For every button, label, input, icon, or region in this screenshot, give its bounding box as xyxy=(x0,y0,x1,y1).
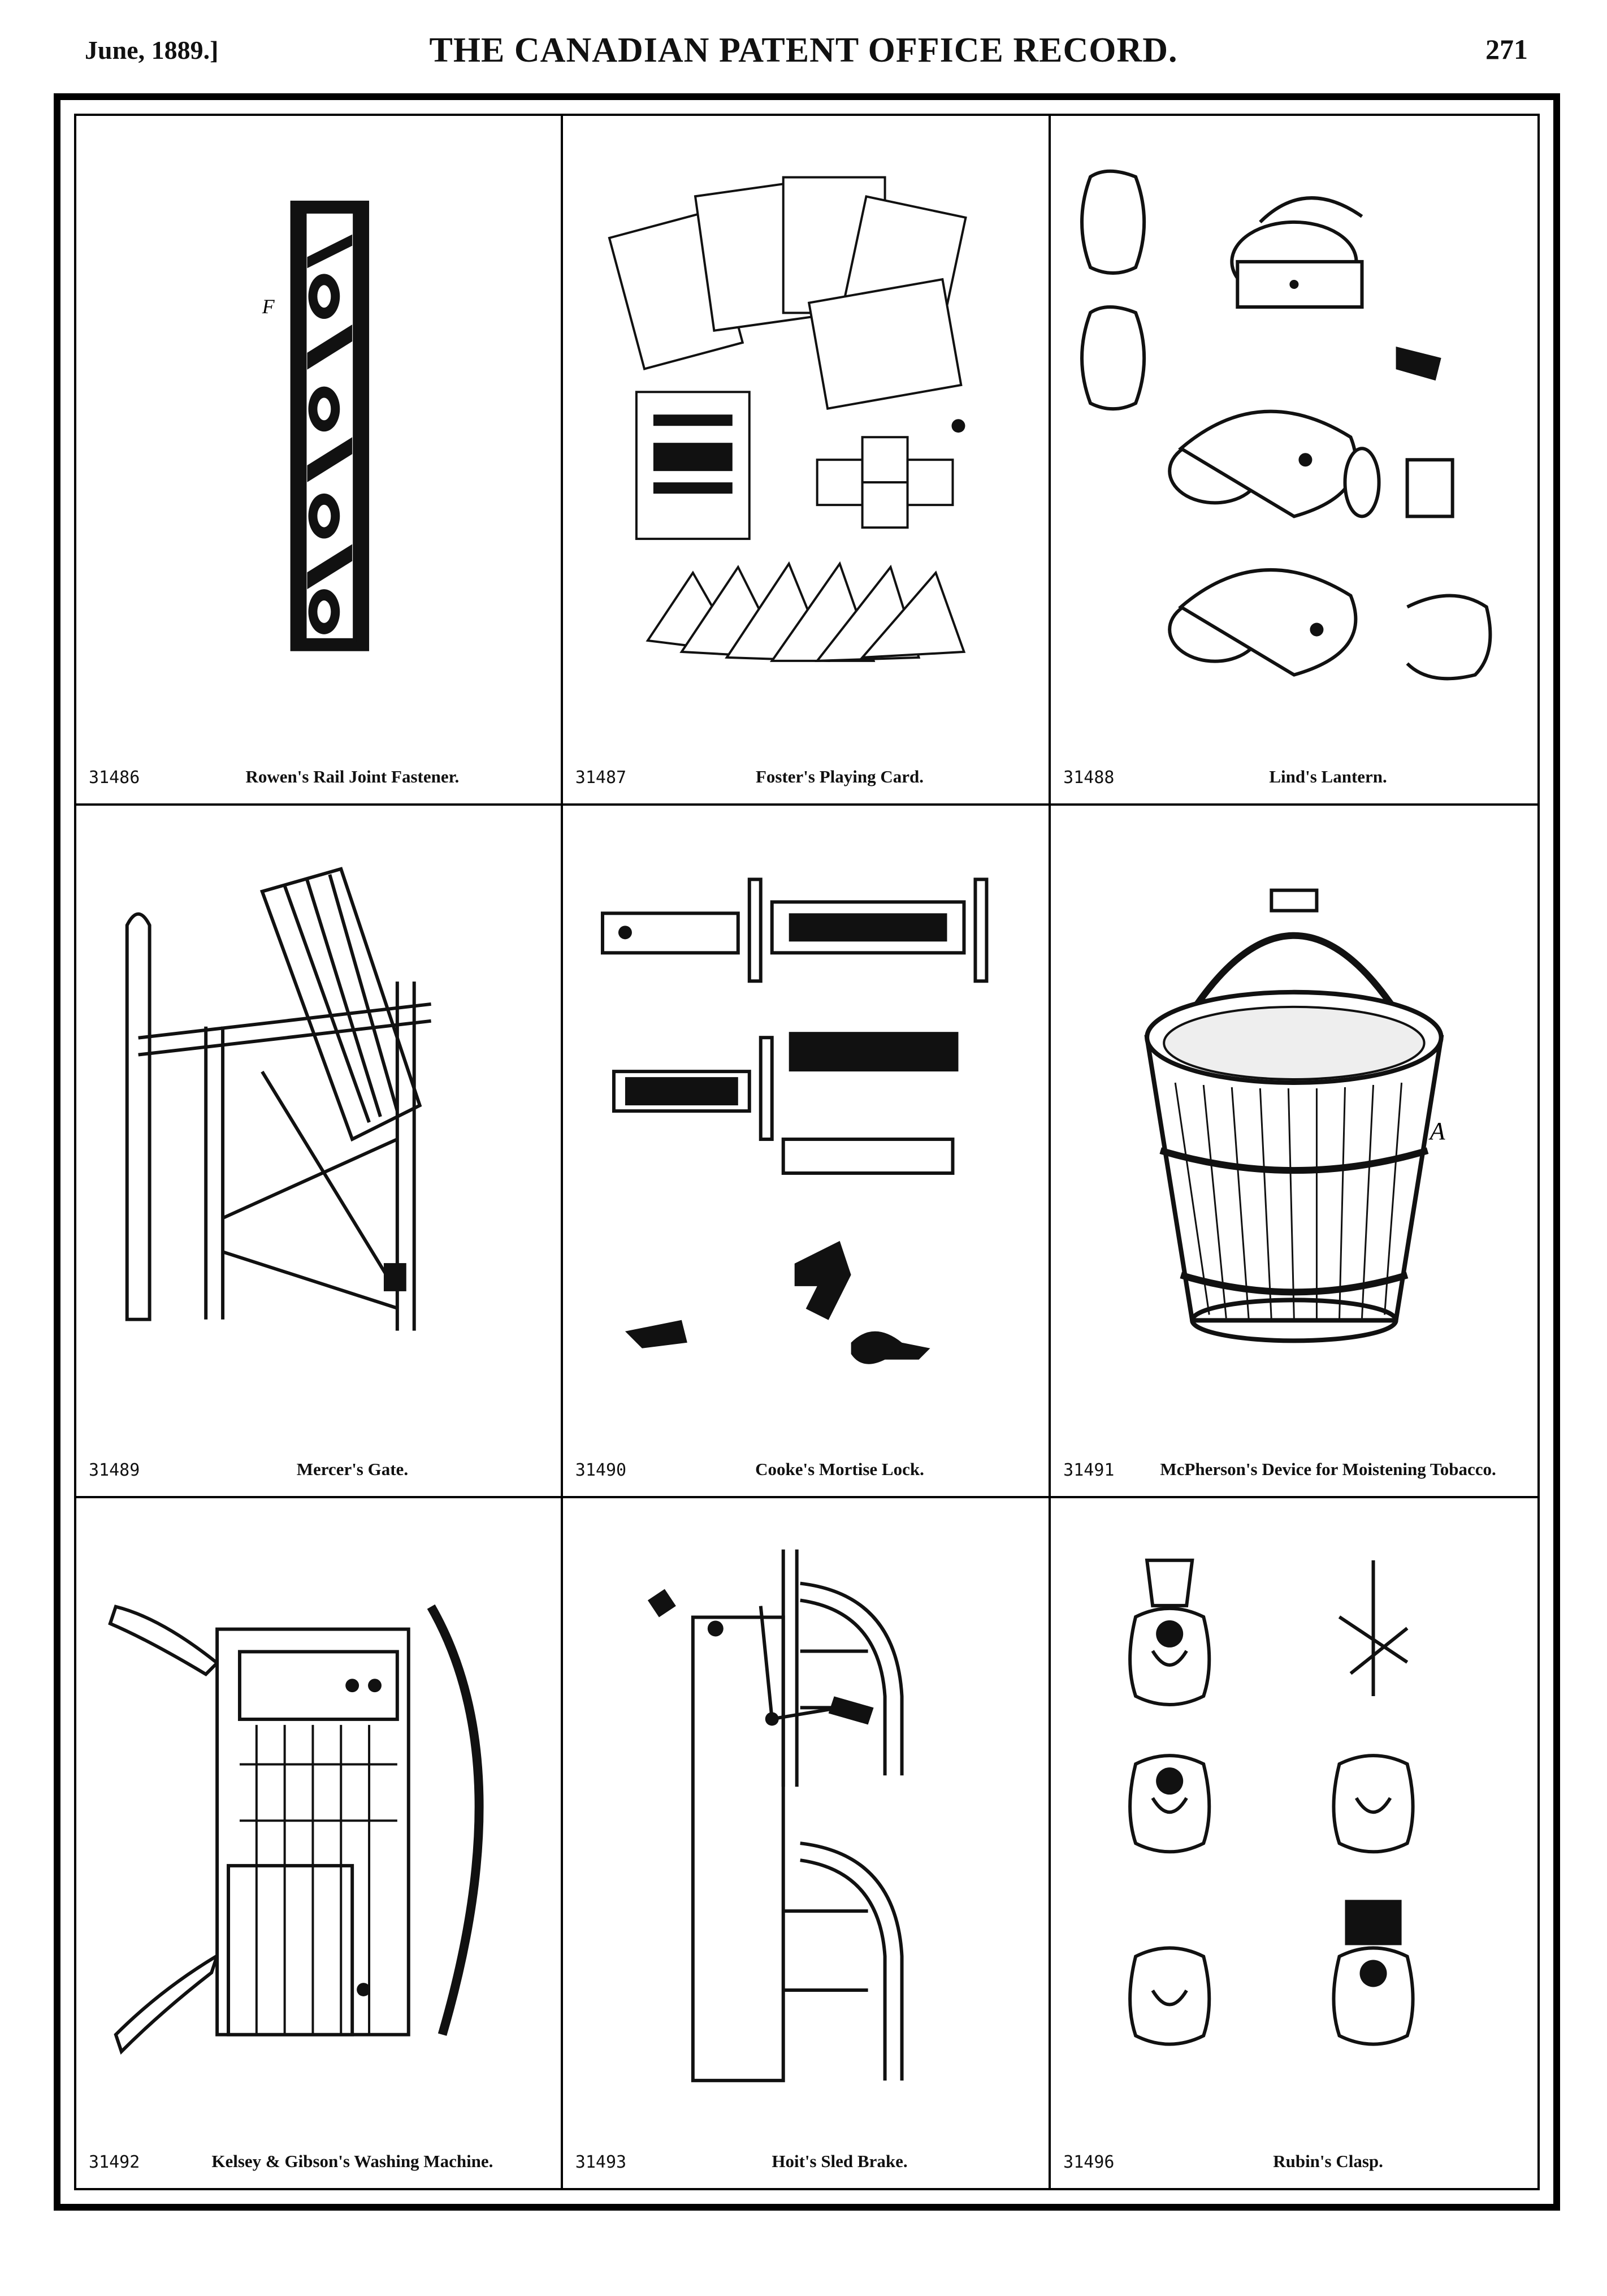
patent-title: Rubin's Clasp. xyxy=(1273,2151,1383,2171)
patent-caption xyxy=(89,748,548,793)
patent-number: 31493 xyxy=(575,2152,627,2172)
svg-text:A: A xyxy=(1430,1117,1445,1145)
clasp-drawing xyxy=(1068,1515,1521,2126)
patent-title: Lind's Lantern. xyxy=(1269,767,1387,787)
page-number: 271 xyxy=(1485,33,1528,65)
patent-caption xyxy=(89,1441,548,1486)
patent-number: 31496 xyxy=(1063,2152,1115,2172)
patent-cell xyxy=(76,116,563,806)
tobacco-bucket-drawing xyxy=(1068,823,1521,1433)
patent-number: 31491 xyxy=(1063,1460,1115,1480)
patent-title: Kelsey & Gibson's Washing Machine. xyxy=(211,2151,493,2171)
patent-cell xyxy=(1051,806,1537,1498)
mortise-lock-drawing xyxy=(580,823,1032,1433)
plate-frame xyxy=(54,93,1560,2211)
patent-title: Foster's Playing Card. xyxy=(755,767,924,787)
patent-title: Hoit's Sled Brake. xyxy=(772,2151,908,2171)
patent-cell xyxy=(76,806,563,1498)
gate-drawing xyxy=(93,823,544,1433)
washing-machine-drawing xyxy=(93,1515,544,2126)
patent-cell xyxy=(563,806,1051,1498)
patent-number: 31489 xyxy=(89,1460,140,1480)
patent-caption xyxy=(89,2133,548,2178)
playing-cards-drawing xyxy=(580,133,1032,741)
patent-cell xyxy=(563,1498,1051,2188)
patent-caption xyxy=(1063,1441,1525,1486)
plate-inner-frame xyxy=(74,114,1540,2190)
patent-grid xyxy=(76,116,1537,2188)
patent-cell xyxy=(1051,1498,1537,2188)
patent-caption xyxy=(575,2133,1036,2178)
patent-caption xyxy=(1063,748,1525,793)
patent-number: 31487 xyxy=(575,768,627,788)
rail-joint-drawing xyxy=(93,133,544,741)
patent-cell xyxy=(1051,116,1537,806)
issue-date: June, 1889.] xyxy=(85,36,219,64)
patent-number: 31488 xyxy=(1063,768,1115,788)
patent-cell xyxy=(563,116,1051,806)
lantern-drawing xyxy=(1068,133,1521,741)
sled-brake-drawing xyxy=(580,1515,1032,2126)
patent-title: Mercer's Gate. xyxy=(296,1459,409,1479)
svg-text:F: F xyxy=(262,295,275,318)
patent-title: Rowen's Rail Joint Fastener. xyxy=(245,767,460,787)
page-header xyxy=(0,23,1607,85)
patent-number: 31492 xyxy=(89,2152,140,2172)
patent-number: 31490 xyxy=(575,1460,627,1480)
patent-title: Cooke's Mortise Lock. xyxy=(755,1459,924,1479)
patent-title: McPherson's Device for Moistening Tobacco. xyxy=(1160,1459,1496,1479)
patent-caption xyxy=(575,748,1036,793)
patent-caption xyxy=(1063,2133,1525,2178)
patent-cell xyxy=(76,1498,563,2188)
patent-number: 31486 xyxy=(89,768,140,788)
patent-caption xyxy=(575,1441,1036,1486)
publication-title: THE CANADIAN PATENT OFFICE RECORD. xyxy=(429,31,1178,70)
